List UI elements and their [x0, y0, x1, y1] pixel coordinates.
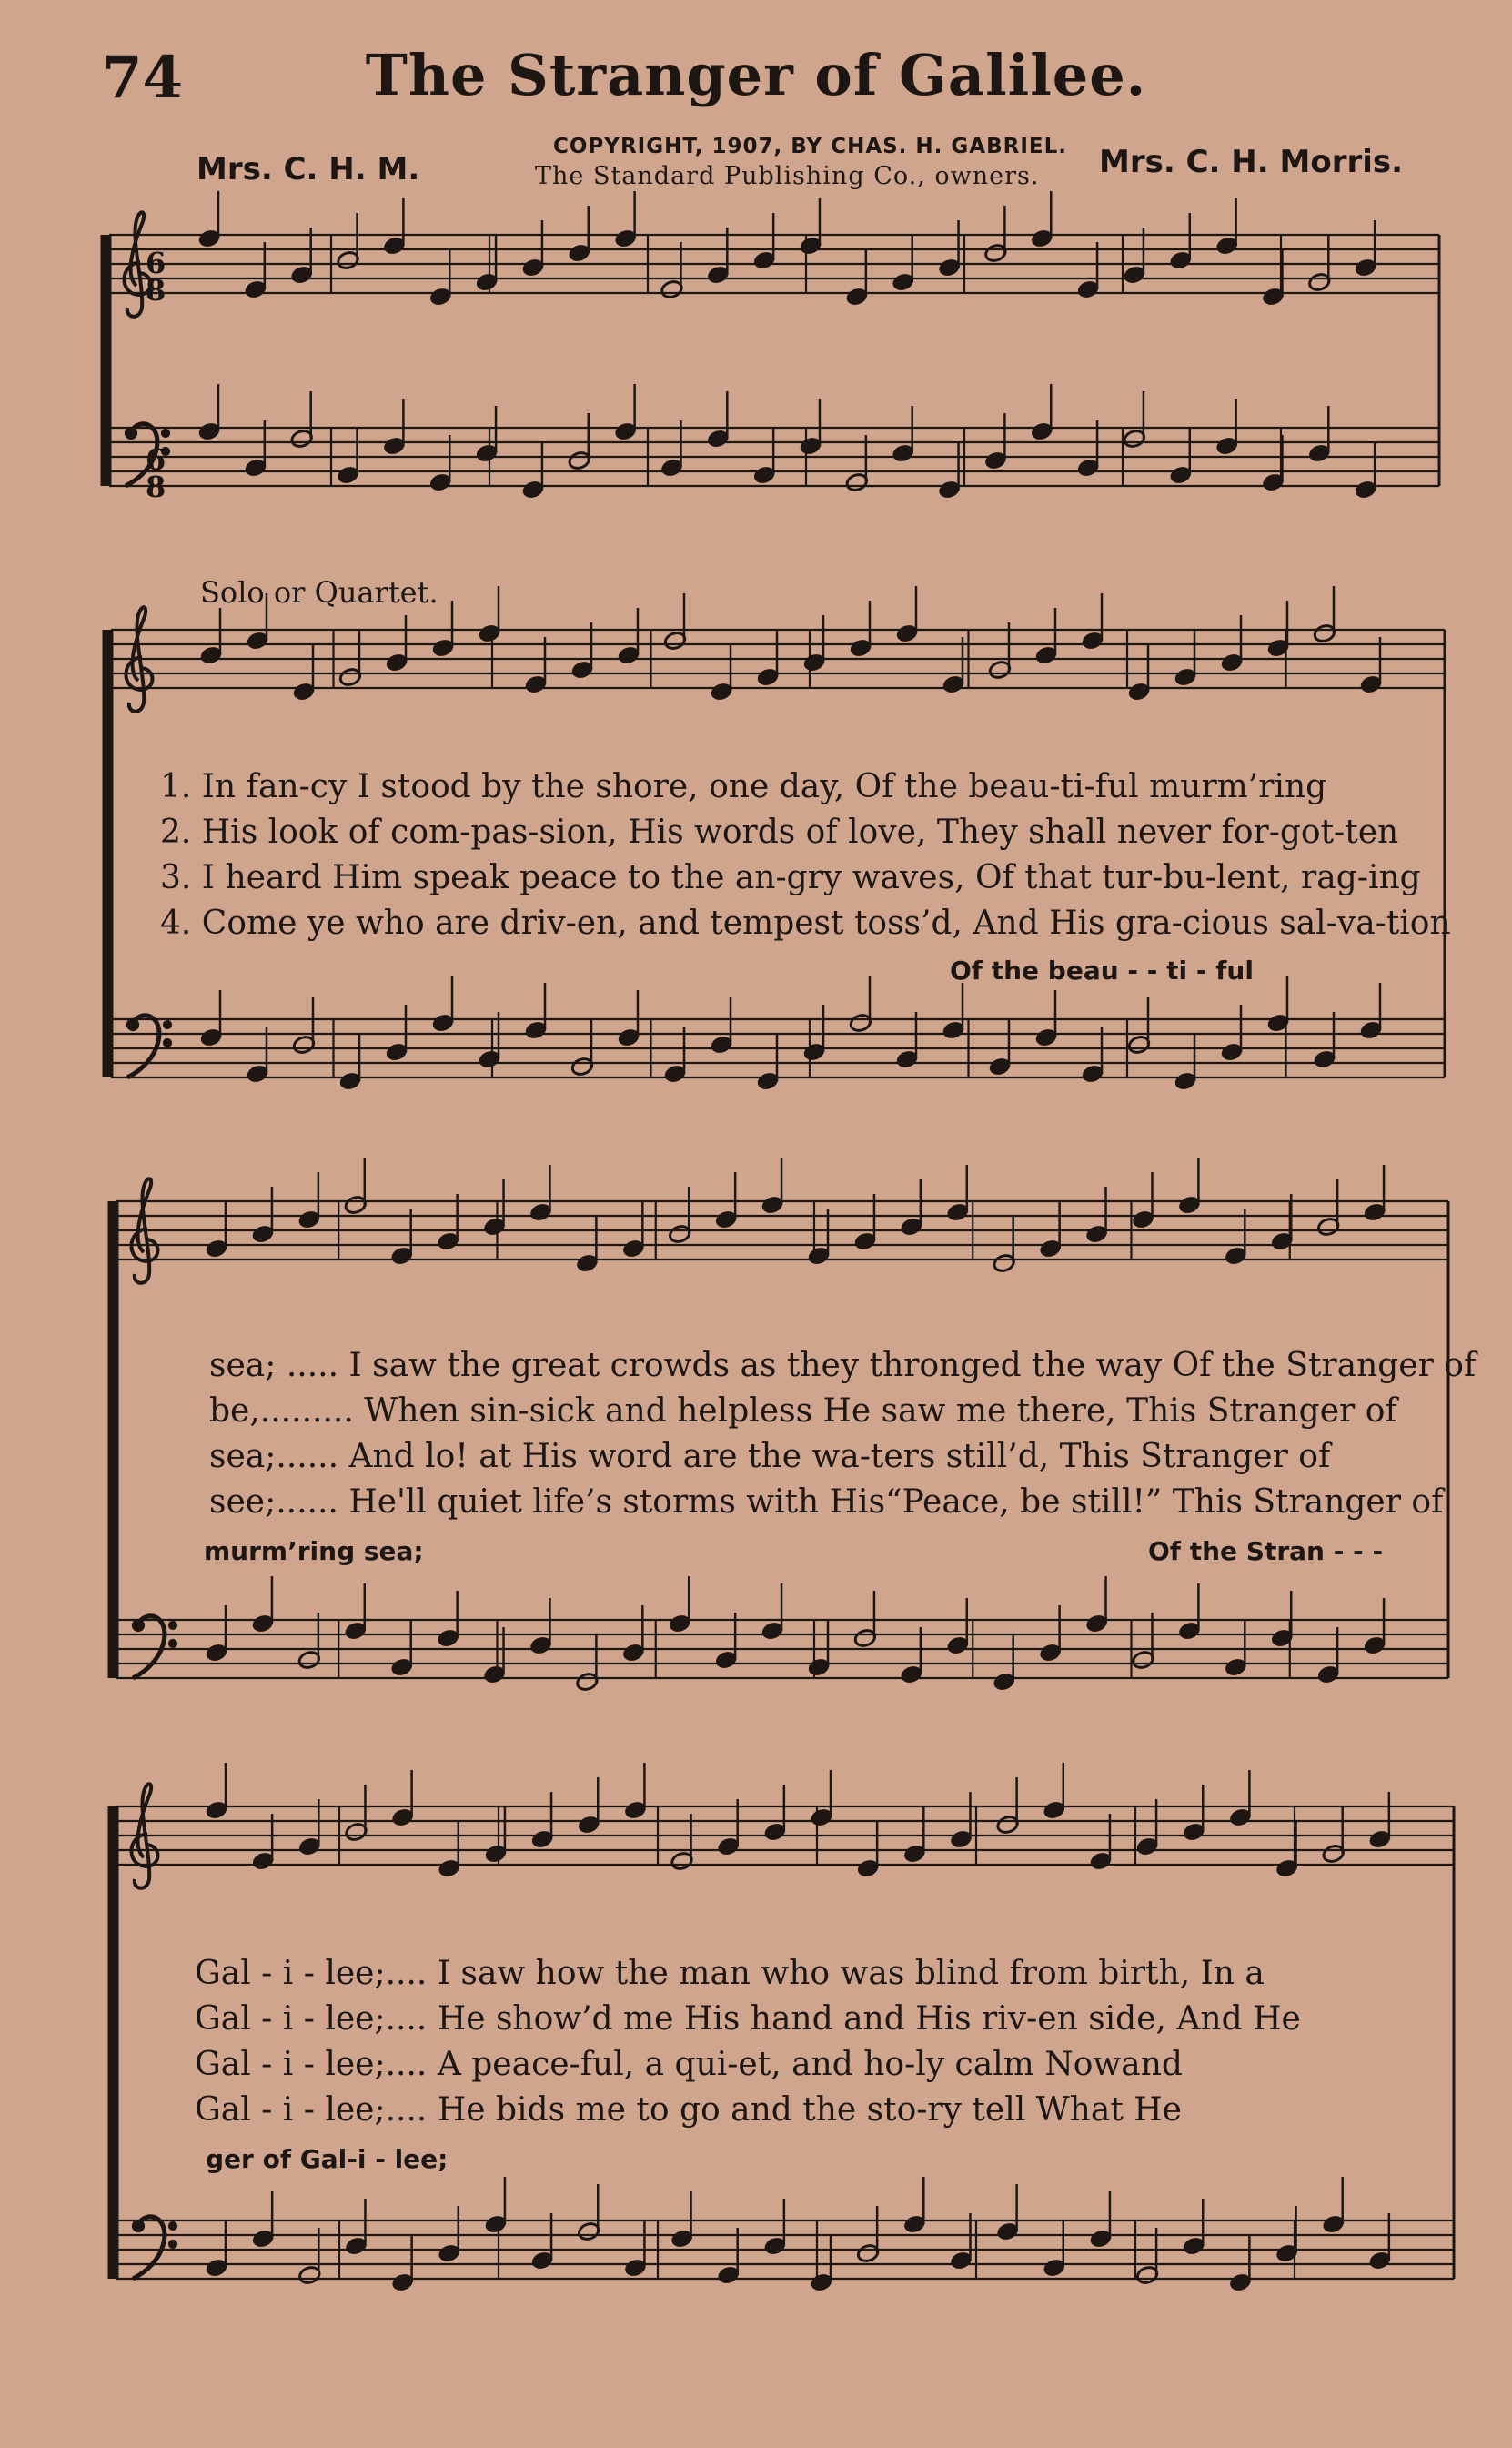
svg-text:6: 6 [146, 246, 166, 280]
copyright-notice: COPYRIGHT, 1907, BY CHAS. H. GABRIEL. [553, 135, 1068, 158]
svg-text:6: 6 [146, 442, 166, 477]
bass-echo-words-2b: Of the Stran - - - [1148, 1536, 1384, 1566]
verse-2-line-3: Gal - i - lee;.... He show’d me His hand and His riv-en side, And He [195, 2000, 1301, 2038]
lyricist-credit: Mrs. C. H. Morris. [1099, 144, 1404, 180]
publisher-notice: The Standard Publishing Co., owners. [535, 162, 1040, 190]
page-number: 74 [102, 44, 184, 112]
svg-text:8: 8 [146, 470, 166, 504]
composer-credit: Mrs. C. H. M. [197, 151, 420, 187]
bass-echo-words-2a: murm’ring sea; [204, 1536, 424, 1566]
verse-4-line-3: Gal - i - lee;.... He bids me to go and the sto-ry tell What He [195, 2091, 1182, 2129]
verse-4-line-2: see;...... He'll quiet life’s storms with His“Peace, be still!” This Stranger of [209, 1483, 1444, 1521]
verse-4-line-1: 4. Come ye who are driv-en, and tempest toss’d, And His gra-cious sal-va-tion [160, 905, 1451, 942]
verse-3-line-2: sea;...... And lo! at His word are the wa-ters still’d, This Stranger of [209, 1438, 1331, 1475]
bass-echo-words-3: ger of Gal-i - lee; [206, 2144, 449, 2174]
bass-echo-words-1: Of the beau - - ti - ful [950, 956, 1254, 986]
verse-3-line-1: 3. I heard Him speak peace to the an-gry waves, Of that tur-bu-lent, rag-ing [160, 859, 1421, 896]
verse-2-line-2: be,......... When sin-sick and helpless He saw me there, This Stranger of [209, 1392, 1397, 1430]
svg-text:8: 8 [146, 273, 166, 308]
verse-1-line-3: Gal - i - lee;.... I saw how the man who was blind from birth, In a [195, 1955, 1265, 1992]
verse-3-line-3: Gal - i - lee;.... A peace-ful, a qui-et, and ho-ly calm Nowand [195, 2046, 1183, 2083]
performance-instruction: Solo or Quartet. [200, 575, 438, 610]
hymn-title: The Stranger of Galilee. [365, 42, 1147, 108]
verse-1-line-1: 1. In fan-cy I stood by the shore, one day, Of the beau-ti-ful murm’ring [160, 768, 1327, 805]
verse-1-line-2: sea; ..... I saw the great crowds as they thronged the way Of the Stranger of [209, 1347, 1477, 1384]
verse-2-line-1: 2. His look of com-pas-sion, His words of love, They shall never for-got-ten [160, 814, 1399, 851]
